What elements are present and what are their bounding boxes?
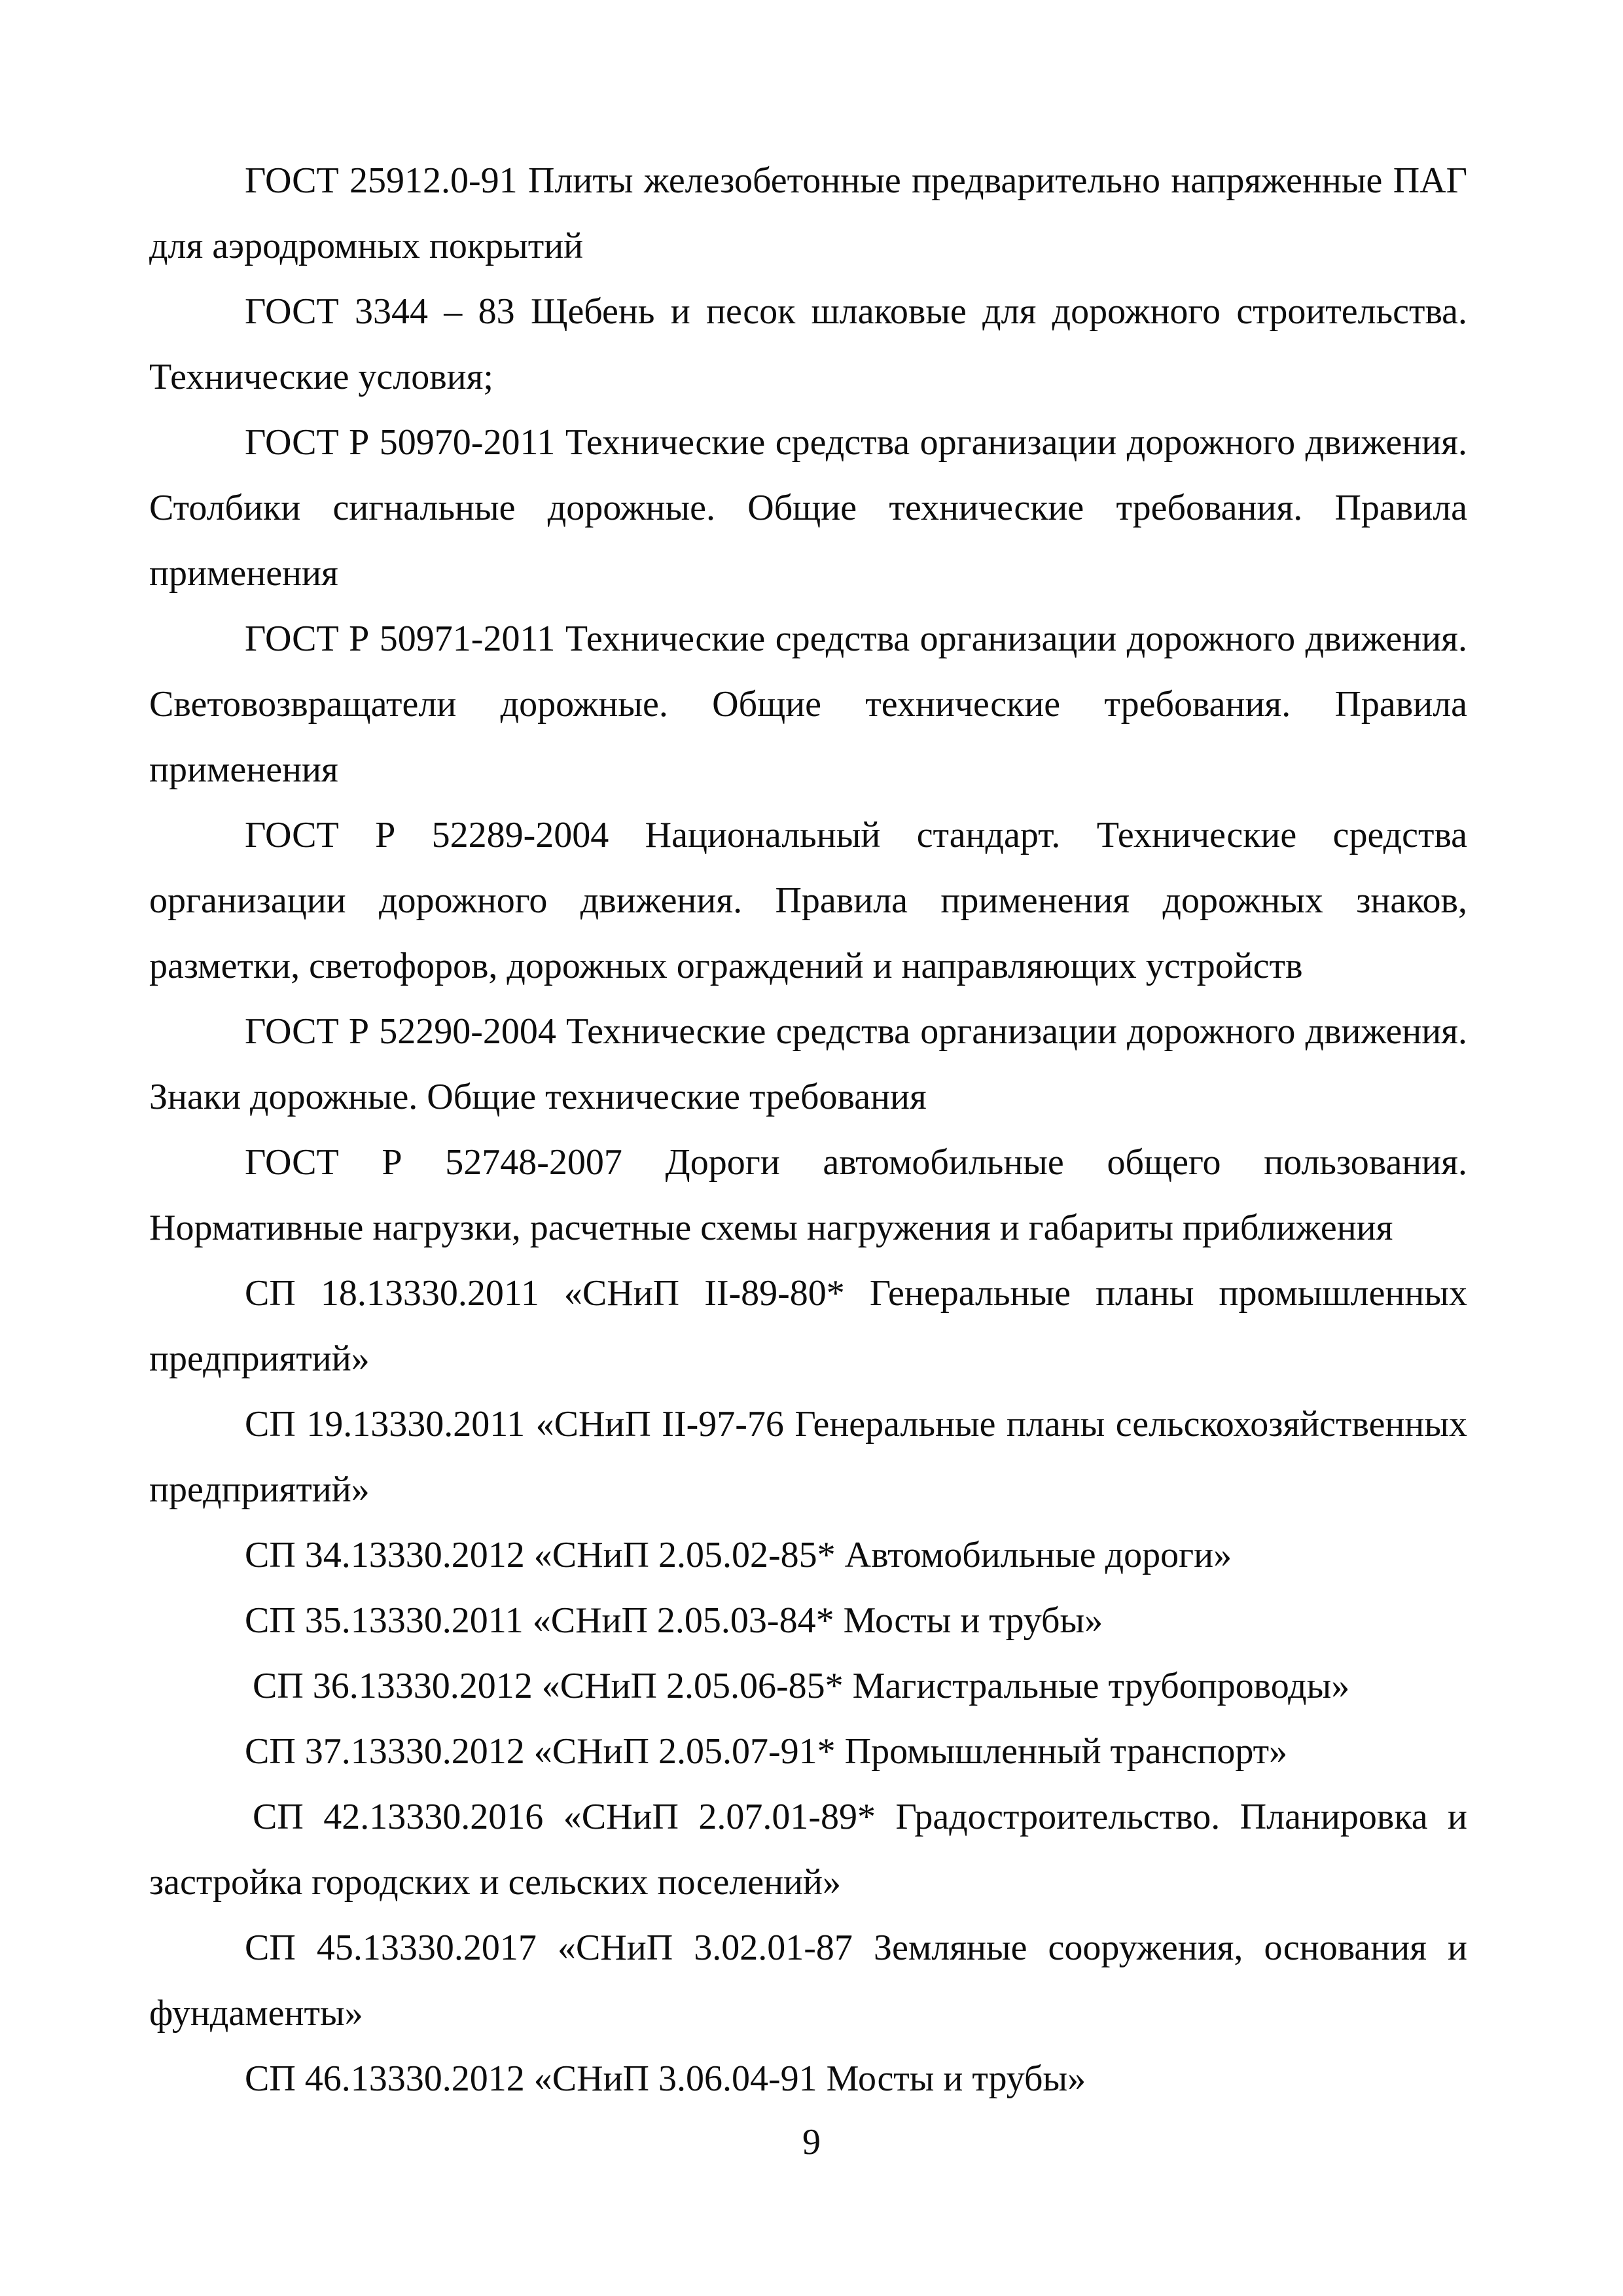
- page-number: 9: [802, 2122, 821, 2162]
- paragraph-sp-37: СП 37.13330.2012 «СНиП 2.05.07-91* Промышленный транспорт»: [245, 1731, 1288, 1772]
- paragraph-gost-25912: ГОСТ 25912.0-91 Плиты железобетонные предварительно напряженные ПАГ для аэродромных покрытий: [149, 160, 1467, 266]
- paragraph-sp-42: СП 42.13330.2016 «СНиП 2.07.01-89* Градостроительство. Планировка и застройка городских и сельских поселений»: [149, 1797, 1467, 1903]
- paragraph-sp-19: СП 19.13330.2011 «СНиП II-97-76 Генеральные планы сельскохозяйственных предприятий»: [149, 1404, 1467, 1510]
- paragraph-gost-3344: ГОСТ 3344 – 83 Щебень и песок шлаковые для дорожного строительства. Технические условия;: [149, 291, 1467, 397]
- paragraph-sp-18: СП 18.13330.2011 «СНиП II-89-80* Генеральные планы промышленных предприятий»: [149, 1273, 1467, 1379]
- paragraph-sp-34: СП 34.13330.2012 «СНиП 2.05.02-85* Автомобильные дороги»: [245, 1535, 1232, 1575]
- document-body: [149, 148, 1467, 2111]
- paragraph-gost-r-50970: ГОСТ Р 50970-2011 Технические средства организации дорожного движения. Столбики сигнальные дорожные. Общие технические требования. Правила применения: [149, 422, 1467, 594]
- paragraph-gost-r-50971: ГОСТ Р 50971-2011 Технические средства организации дорожного движения. Световозвращатели дорожные. Общие технические требования. Правила применения: [149, 619, 1467, 790]
- paragraph-gost-r-52748: ГОСТ Р 52748-2007 Дороги автомобильные общего пользования. Нормативные нагрузки, расчетные схемы нагружения и габариты приближения: [149, 1142, 1467, 1248]
- paragraph-gost-r-52289: ГОСТ Р 52289-2004 Национальный стандарт. Технические средства организации дорожного движения. Правила применения дорожных знаков, разметки, светофоров, дорожных ограждений и направляющих устройств: [149, 815, 1467, 986]
- paragraph-sp-45: СП 45.13330.2017 «СНиП 3.02.01-87 Земляные сооружения, основания и фундаменты»: [149, 1928, 1467, 2034]
- paragraph-sp-35: СП 35.13330.2011 «СНиП 2.05.03-84* Мосты и трубы»: [245, 1600, 1103, 1641]
- paragraph-gost-r-52290: ГОСТ Р 52290-2004 Технические средства организации дорожного движения. Знаки дорожные. Общие технические требования: [149, 1011, 1467, 1117]
- paragraph-sp-46: СП 46.13330.2012 «СНиП 3.06.04-91 Мосты и трубы»: [245, 2058, 1086, 2099]
- paragraph-sp-36: СП 36.13330.2012 «СНиП 2.05.06-85* Магистральные трубопроводы»: [253, 1666, 1350, 1706]
